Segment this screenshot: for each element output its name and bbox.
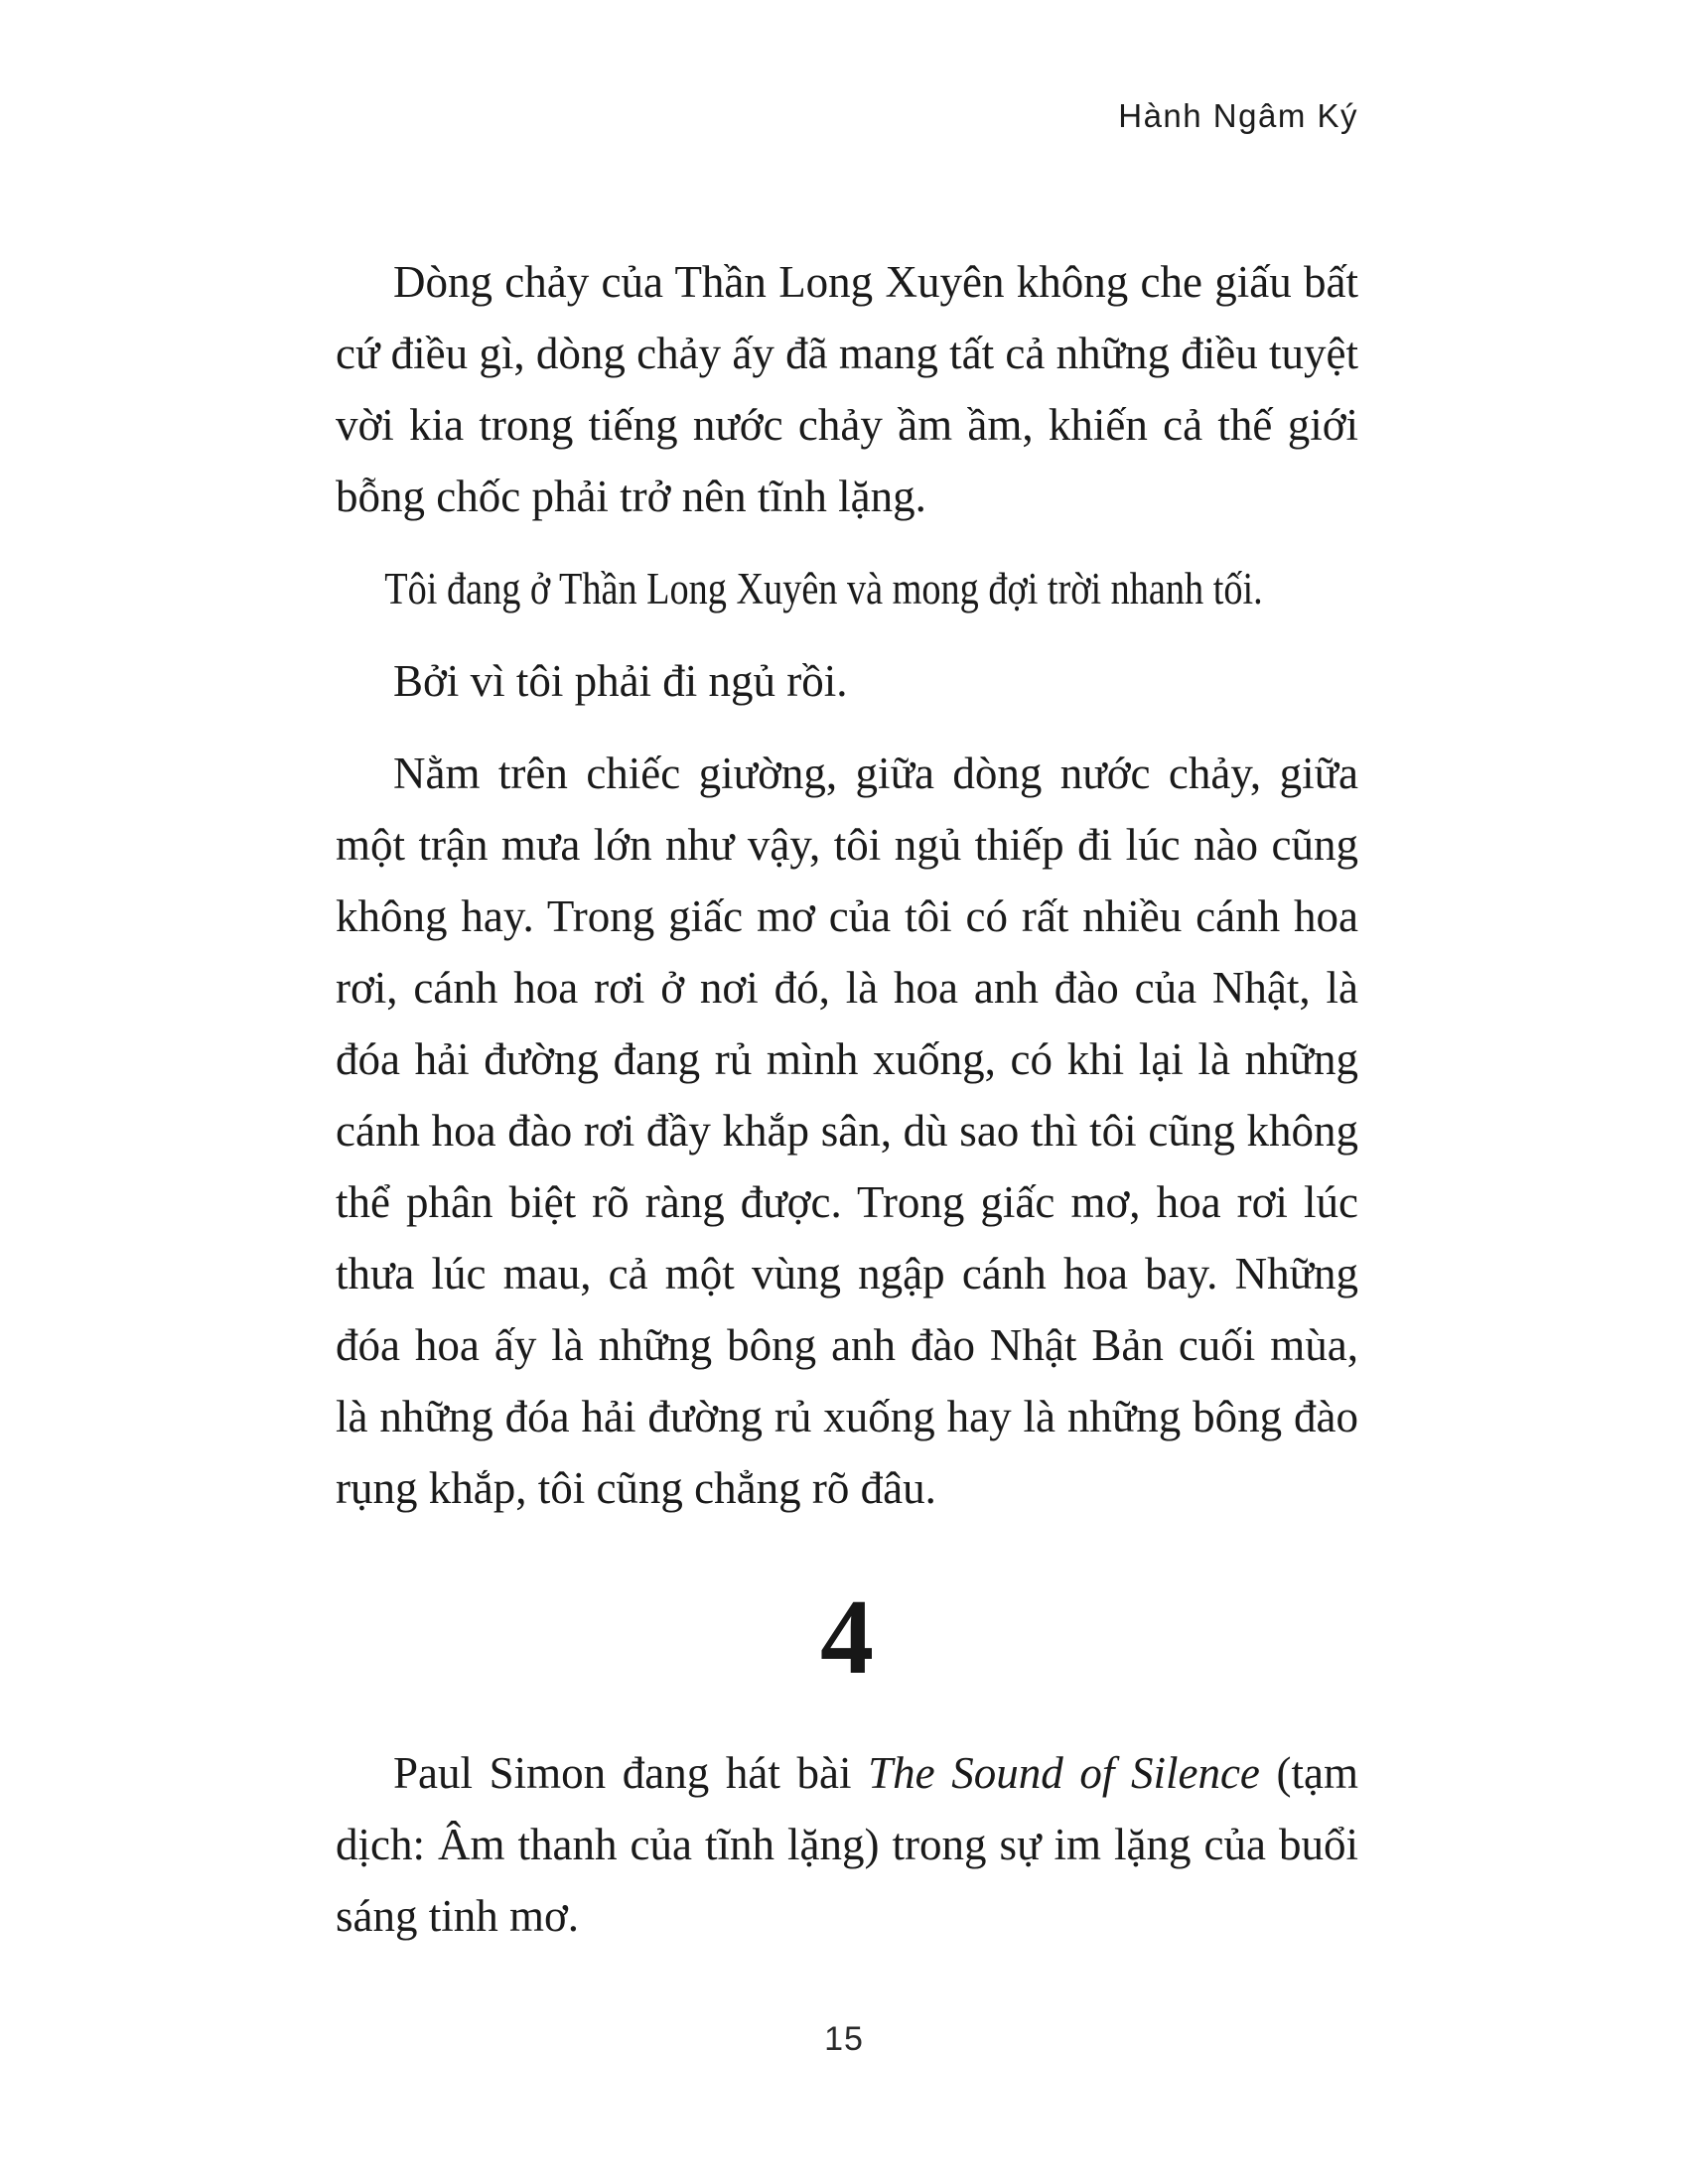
paragraph-5-tail: (tạm dịch: Âm thanh của tĩnh lặng) trong sự im lặng của buổi sáng tinh mơ. xyxy=(336,1748,1358,1942)
section-number: 4 xyxy=(820,1578,874,1697)
running-header: Hành Ngâm Ký xyxy=(1118,97,1358,134)
paragraph-3: Bởi vì tôi phải đi ngủ rồi. xyxy=(393,656,848,706)
paragraph-5-lead: Paul Simon đang hát bài xyxy=(393,1748,869,1799)
page-number: 15 xyxy=(824,2020,864,2058)
paragraph-5 xyxy=(336,1737,1358,1952)
song-title-italic: The Sound of Silence xyxy=(868,1748,1260,1799)
paragraph-4: Nằm trên chiếc giường, giữa dòng nước chảy, giữa một trận mưa lớn như vậy, tôi ngủ thiếp đi lúc nào cũng không hay. Trong giấc mơ của tôi có rất nhiều cánh hoa rơi, cánh hoa rơi ở nơi đó, là hoa anh đào của Nhật, là đóa hải đường đang rủ mình xuống, có khi lại là những cánh hoa đào rơi đầy khắp sân, dù sao thì tôi cũng không thể phân biệt rõ ràng được. Trong giấc mơ, hoa rơi lúc thưa lúc mau, cả một vùng ngập cánh hoa bay. Những đóa hoa ấy là những bông anh đào Nhật Bản cuối mùa, là những đóa hải đường rủ xuống hay là những bông đào rụng khắp, tôi cũng chẳng rõ đâu. xyxy=(336,749,1358,1513)
page-header xyxy=(336,97,1358,135)
paragraph-2: Tôi đang ở Thần Long Xuyên và mong đợi trời nhanh tối. xyxy=(384,564,1263,614)
text-column xyxy=(336,246,1358,1973)
paragraph-1: Dòng chảy của Thần Long Xuyên không che giấu bất cứ điều gì, dòng chảy ấy đã mang tất cả những điều tuyệt vời kia trong tiếng nước chảy ầm ầm, khiến cả thế giới bỗng chốc phải trở nên tĩnh lặng. xyxy=(336,257,1358,521)
page-footer xyxy=(0,2020,1688,2059)
